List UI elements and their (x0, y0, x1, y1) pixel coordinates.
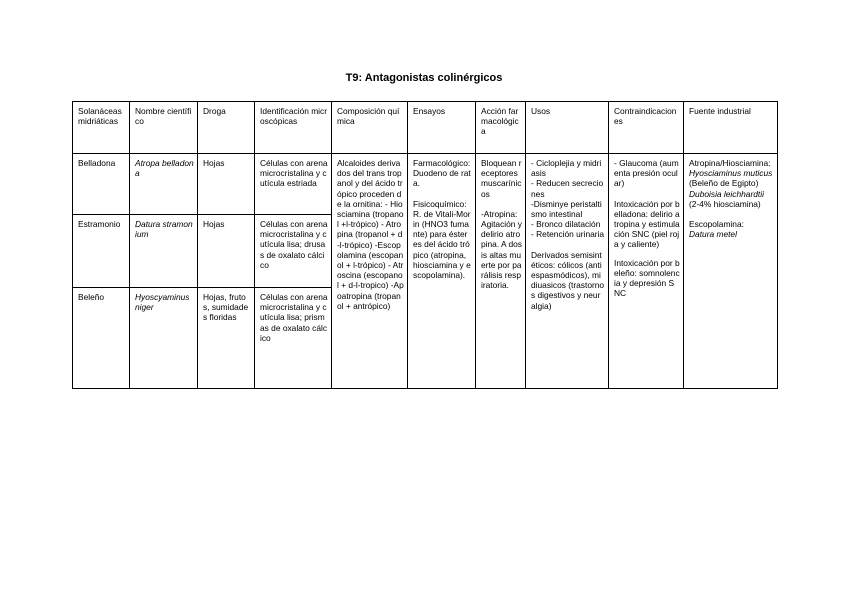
header-cell: Usos (526, 102, 609, 154)
header-cell: Composición química (332, 102, 408, 154)
microscopy-cell: Células con arena microcristalina y cutícula lisa; drusas de oxalato cálcico (255, 215, 332, 288)
header-cell: Nombre científico (130, 102, 198, 154)
action-atropine: -Atropina: Agitación y delirio atropina. A dosis altas muerte por parálisis respiratoria. (481, 208, 522, 291)
header-cell: Droga (198, 102, 255, 154)
action-cell (476, 154, 526, 389)
drug-cell: Hojas, frutos, sumidades floridas (198, 288, 255, 389)
page-title: T9: Antagonistas colinérgicos (345, 72, 503, 84)
assays-cell (408, 154, 476, 389)
source-atropine-label: Atropina/Hiosciamina: (689, 158, 771, 168)
scientific-name-cell: Datura stramonium (130, 215, 198, 288)
use-item: - Retención urinaria (531, 229, 605, 240)
family-cell: Belladona (73, 154, 130, 215)
use-item: - Bronco dilatación (531, 219, 601, 230)
composition-cell: Alcaloides derivados del trans tropanol y del ácido trópico proceden de la ornitina: - Hiosciamina (tropanol +l-trópico) - Atropina (tropanol + d-l-trópico) -Escopolamina (escopanol + l-trópico) - Atroscina (escopanol + d-l-tropico) -Apoatropina (tropanol + antrópico) (332, 154, 408, 389)
source-datura: Datura metel (689, 229, 737, 240)
drug-cell: Hojas (198, 215, 255, 288)
contra-glaucoma: - Glaucoma (aumenta presión ocular) (614, 158, 679, 189)
use-item: - Reducen secreciones (531, 178, 604, 199)
assay-pharmacological: Farmacológico: Duodeno de rata. (413, 158, 471, 189)
microscopy-cell: Células con arena microcristalina y cutícula estriada (255, 154, 332, 215)
table-row-belladona (73, 154, 778, 215)
contraindications-cell (609, 154, 684, 389)
source-duboisia-note: (2-4% hiosciamina) (689, 198, 761, 209)
header-cell: Contraindicaciones (609, 102, 684, 154)
uses-cell (526, 154, 609, 389)
family-cell: Estramonio (73, 215, 130, 288)
header-row (73, 102, 778, 154)
action-receptor: Bloquean receptores muscarínicos (481, 158, 522, 199)
header-cell: Solanáceas midriáticas (73, 102, 130, 154)
contra-belenio: Intoxicación por beleño: somnolencia y depresión SNC (614, 257, 680, 299)
scientific-name-cell: Atropa belladona (130, 154, 198, 215)
assay-physicochemical: Fisicoquímico: R. de Vitali-Morin (HNO3 fumante) para ésteres del ácido trópico (atropina, hiosciamina y escopolamina). (413, 198, 471, 281)
source-hyosciaminus: Hyosciaminus muticus (689, 168, 773, 179)
header-cell: Identificación microscópicas (255, 102, 332, 154)
header-cell: Acción farmacológica (476, 102, 526, 154)
family-cell: Beleño (73, 288, 130, 389)
scientific-name-cell: Hyoscyaminus niger (130, 288, 198, 389)
alkaloid-table (72, 101, 778, 389)
source-duboisia: Duboisia leichhardtii (689, 188, 764, 199)
drug-cell: Hojas (198, 154, 255, 215)
use-derivatives: Derivados semisintéticos: cólicos (antiespasmódicos), midiuasicos (trastornos digestivos y neuralgia) (531, 249, 605, 311)
industrial-source-cell (684, 154, 778, 389)
use-item: -Disminye peristaltismo intestinal (531, 198, 602, 220)
source-hyosciaminus-note: (Beleño de Egipto) (689, 178, 759, 189)
header-cell: Fuente industrial (684, 102, 778, 154)
header-cell: Ensayos (408, 102, 476, 154)
microscopy-cell: Células con arena microcristalina y cutícula lisa; prismas de oxalato cálcico (255, 288, 332, 389)
use-item: - Cicloplejia y midriasis (531, 158, 602, 179)
source-scopolamine-label: Escopolamina: (689, 219, 744, 230)
contra-belladona: Intoxicación por belladona: delirio atropina y estimulación SNC (piel roja y caliente) (614, 198, 680, 250)
